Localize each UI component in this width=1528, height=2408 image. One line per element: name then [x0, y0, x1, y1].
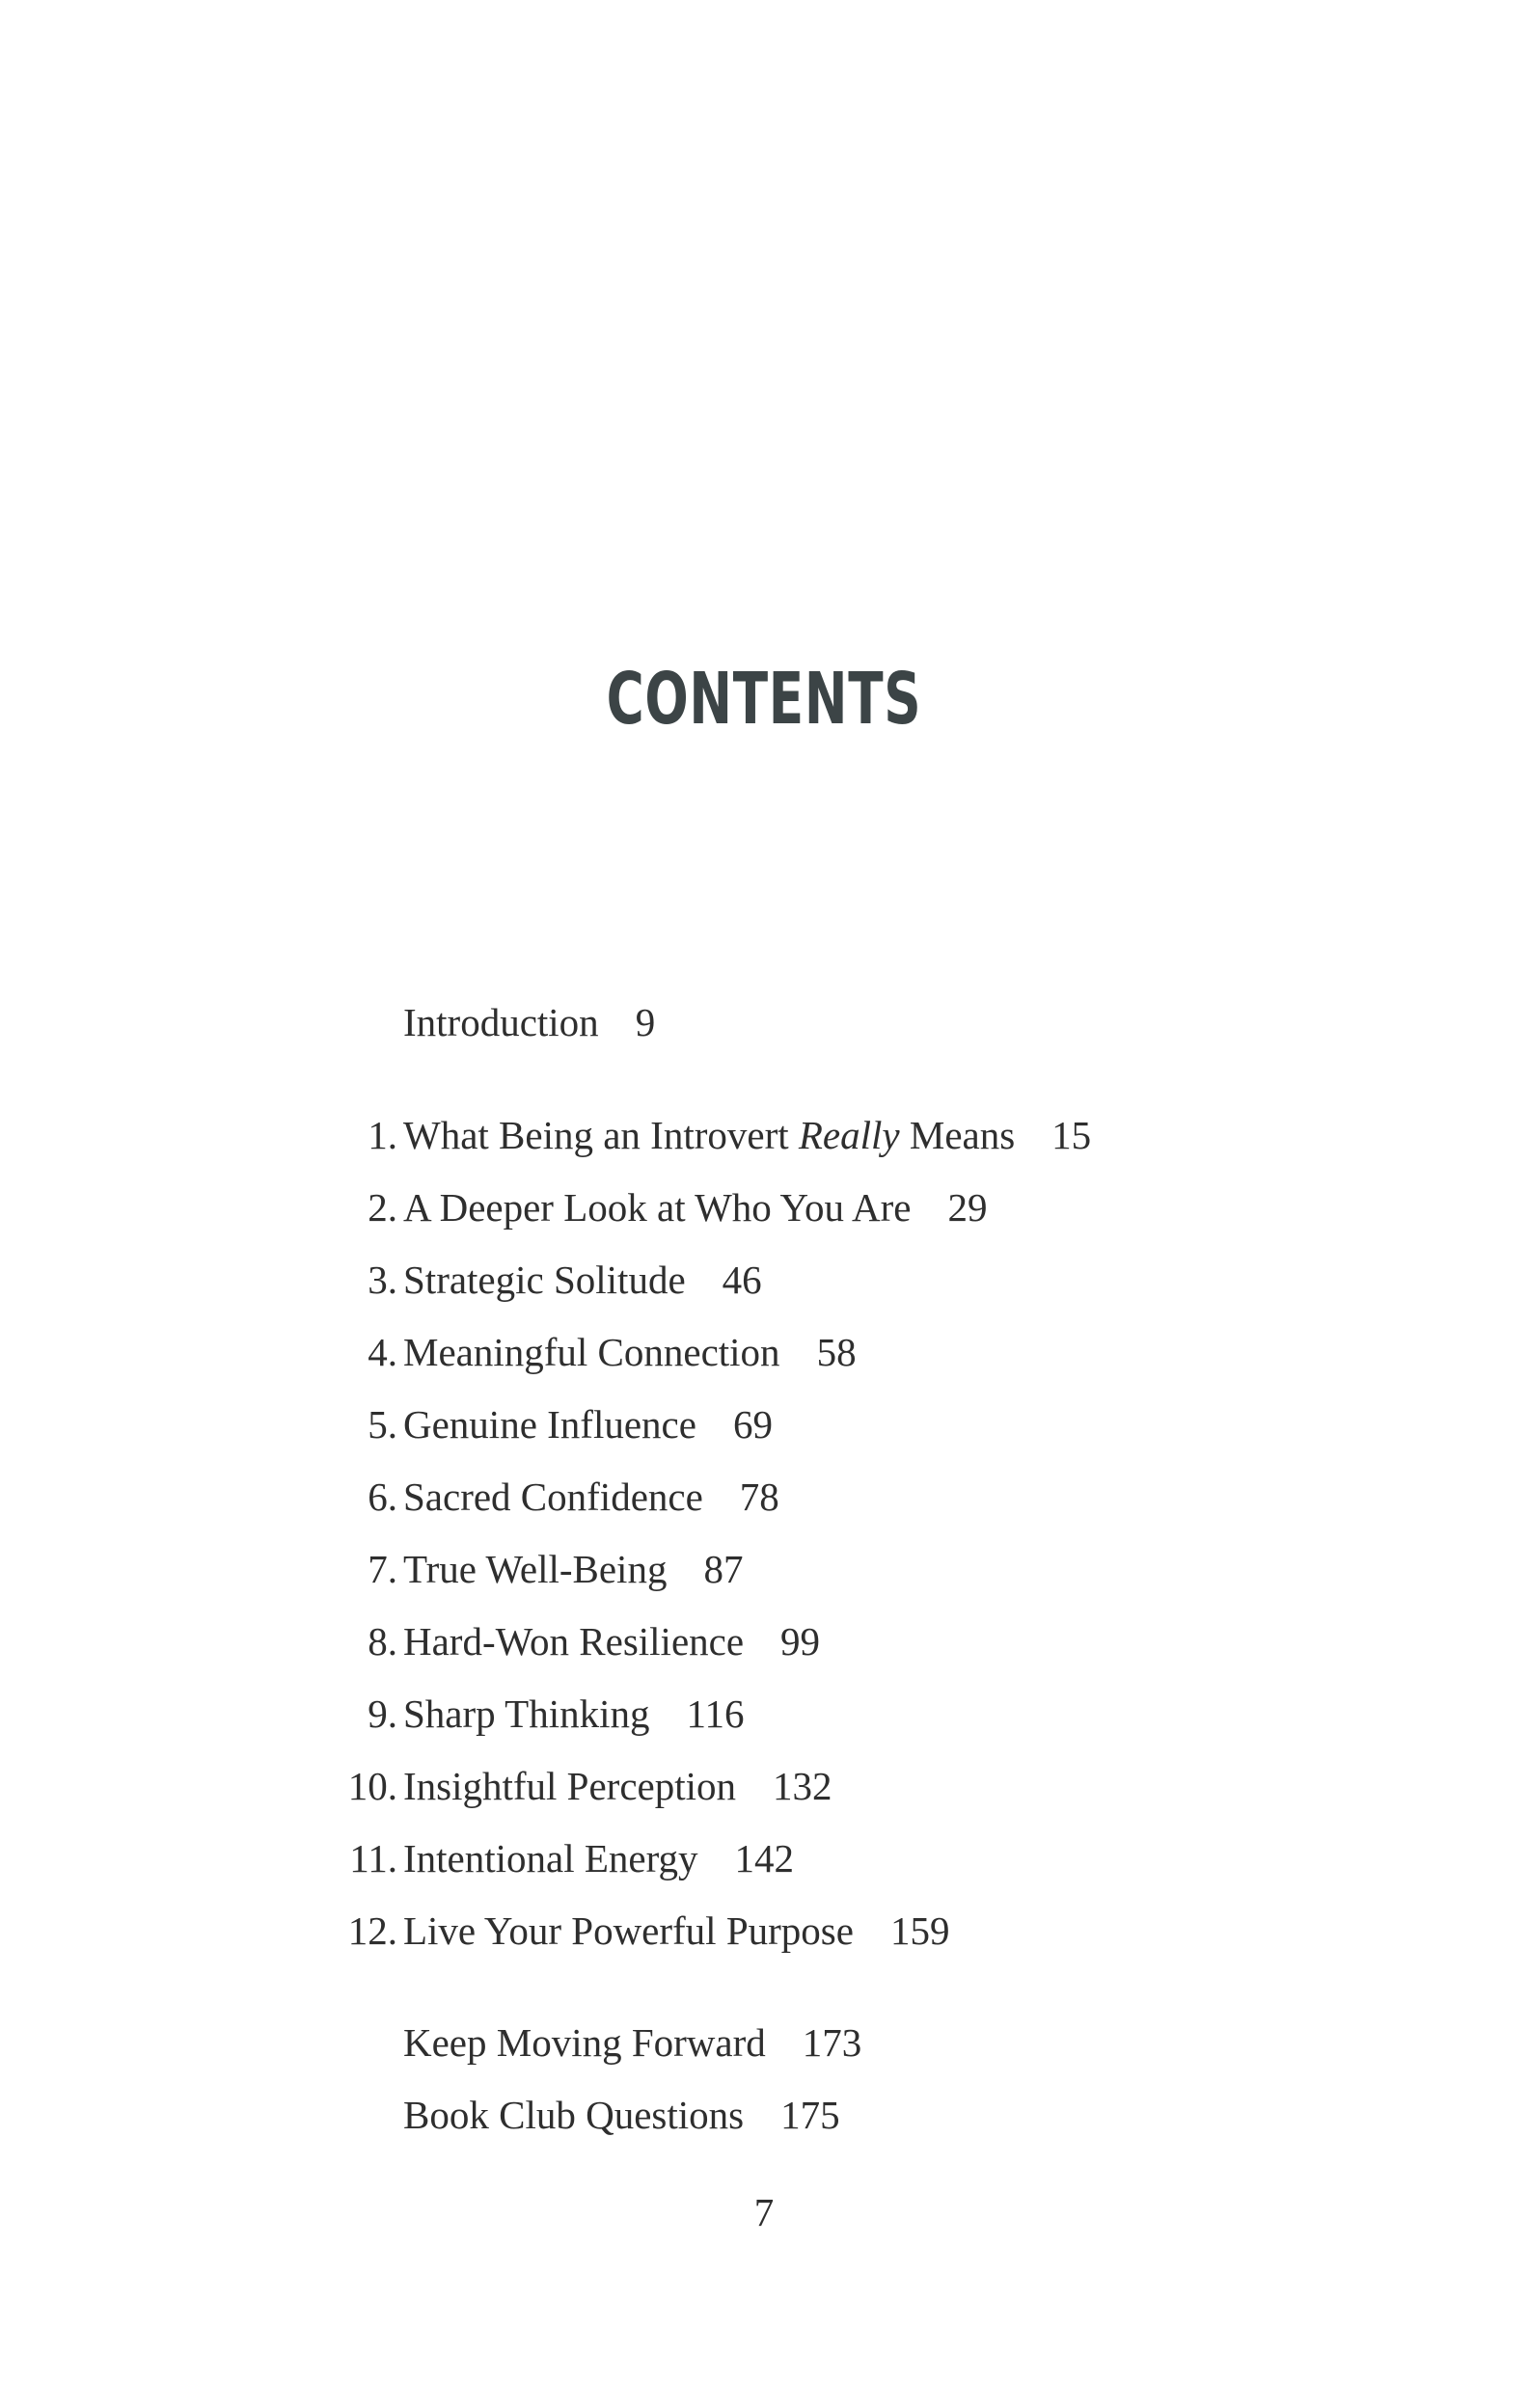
toc-entry-label: Hard-Won Resilience — [403, 1619, 745, 1664]
toc-entry-chapter-7 — [403, 1547, 744, 1591]
toc-entry-page: 142 — [734, 1836, 795, 1880]
toc-entry-book-club-questions — [403, 2093, 840, 2137]
toc-entry-chapter-10 — [403, 1764, 832, 1808]
toc-chapter-number: 4. — [368, 1330, 397, 1374]
toc-chapter-number: 1. — [368, 1113, 397, 1157]
toc-entry-page: 116 — [686, 1691, 745, 1736]
toc-entry-page: 58 — [816, 1330, 857, 1374]
toc-entry-label: Keep Moving Forward — [403, 2020, 766, 2065]
toc-entry-label-italic: Really — [798, 1113, 900, 1157]
toc-entry-chapter-9 — [403, 1691, 745, 1736]
toc-entry-label: Strategic Solitude — [403, 1258, 686, 1302]
toc-entry-chapter-2 — [403, 1185, 988, 1230]
toc-entry-label: Sacred Confidence — [403, 1475, 703, 1519]
toc-entry-page: 159 — [889, 1908, 950, 1953]
toc-entry-chapter-6 — [403, 1477, 779, 1517]
toc-chapter-number: 6. — [368, 1475, 397, 1519]
toc-entry-page: 87 — [703, 1547, 744, 1591]
toc-entry-label: Genuine Influence — [403, 1402, 696, 1447]
toc-entry-page: 15 — [1051, 1113, 1092, 1157]
toc-entry-label: Live Your Powerful Purpose — [403, 1908, 854, 1953]
toc-entry-chapter-4 — [403, 1330, 857, 1374]
toc-entry-label: Sharp Thinking — [403, 1691, 650, 1736]
toc-chapter-number: 5. — [368, 1402, 397, 1447]
toc-entry-page: 78 — [739, 1475, 779, 1519]
toc-entry-chapter-5 — [403, 1402, 773, 1447]
toc-entry-page: 132 — [773, 1764, 832, 1808]
toc-entry-introduction — [403, 1000, 656, 1044]
toc-entry-page: 29 — [947, 1185, 988, 1230]
toc-entry-page: 46 — [722, 1258, 762, 1302]
toc-entry-chapter-3 — [403, 1260, 762, 1300]
toc-entry-label: Book Club Questions — [403, 2093, 745, 2137]
toc-entry-page: 99 — [780, 1619, 821, 1664]
toc-entry-label: A Deeper Look at Who You Are — [403, 1185, 912, 1230]
toc-entry-label-part: Means — [899, 1113, 1016, 1157]
toc-entry-label: Intentional Energy — [403, 1836, 698, 1880]
toc-chapter-number: 10. — [347, 1764, 397, 1808]
page-number: 7 — [753, 2190, 775, 2234]
toc-entry-page: 9 — [635, 1000, 656, 1044]
toc-entry-page: 173 — [802, 2020, 862, 2065]
toc-entry-page: 175 — [780, 2093, 840, 2137]
toc-entry-chapter-11 — [403, 1836, 795, 1880]
toc-chapter-number: 9. — [368, 1691, 397, 1736]
toc-entry-page: 69 — [732, 1402, 773, 1447]
toc-chapter-number: 7. — [368, 1547, 397, 1591]
toc-entry-label: Meaningful Connection — [403, 1330, 780, 1374]
toc-chapter-number: 8. — [368, 1619, 397, 1664]
toc-entry-chapter-8 — [403, 1619, 821, 1664]
toc-chapter-number: 2. — [368, 1185, 397, 1230]
toc-entry-keep-moving-forward — [403, 2020, 862, 2065]
toc-chapter-number: 3. — [368, 1258, 397, 1302]
toc-chapter-number: 12. — [347, 1908, 397, 1953]
toc-chapter-number: 11. — [349, 1836, 397, 1880]
toc-entry-label: Insightful Perception — [403, 1764, 737, 1808]
toc-entry-chapter-12 — [403, 1908, 950, 1953]
toc-entry-label-part: What Being an Introvert — [403, 1113, 799, 1157]
toc-entry-label: True Well-Being — [403, 1547, 668, 1591]
toc-entry-chapter-1 — [403, 1113, 1092, 1157]
page-title: CONTENTS — [606, 658, 922, 741]
toc-entry-label: Introduction — [403, 1000, 599, 1044]
